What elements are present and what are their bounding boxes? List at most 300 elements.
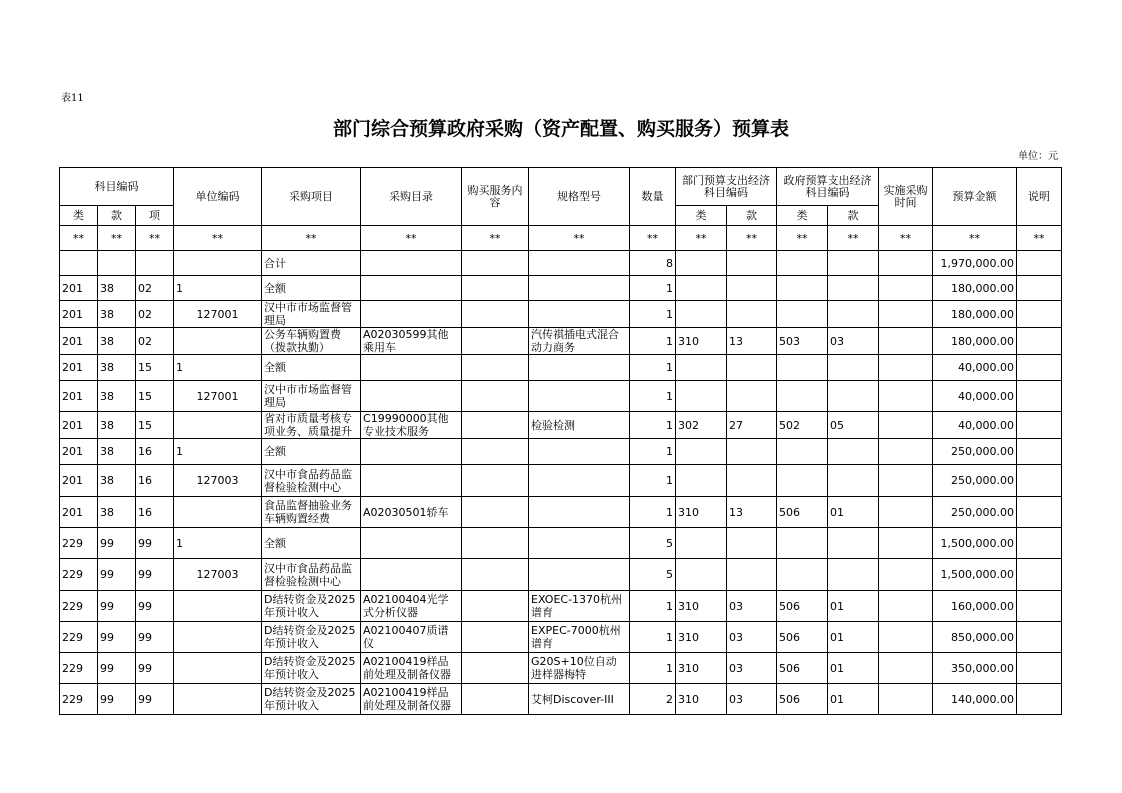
header-xiang: 项 (136, 206, 174, 226)
header-dept-kuan: 款 (727, 206, 777, 226)
table-cell-dept-kuan (727, 276, 777, 301)
table-cell-purchase-item: 汉中市食品药品监督检验检测中心 (262, 559, 361, 591)
table-cell-dept-kuan (727, 465, 777, 497)
table-cell-dept-lei (676, 439, 727, 465)
table-cell-dept-lei (676, 528, 727, 559)
table-cell-purchase-catalog: A02100407质谱仪 (361, 622, 462, 653)
table-cell-lei: 229 (60, 622, 98, 653)
table-cell-gov-kuan (828, 301, 879, 328)
table-cell-amount: 1,500,000.00 (933, 559, 1017, 591)
table-cell-lei: 201 (60, 497, 98, 528)
table-cell-unit-code (174, 684, 262, 715)
table-cell-note (1017, 622, 1062, 653)
header-purchase-catalog: 采购目录 (361, 168, 462, 226)
table-row (60, 355, 1062, 381)
table-cell-gov-kuan: 05 (828, 412, 879, 439)
header-quantity: 数量 (630, 168, 676, 226)
table-cell-service (462, 328, 529, 355)
table-cell-dept-kuan: 13 (727, 328, 777, 355)
table-cell-purchase-catalog (361, 251, 462, 276)
table-cell-dept-lei (676, 381, 727, 412)
table-cell-dept-kuan (727, 251, 777, 276)
table-row (60, 622, 1062, 653)
table-cell-dept-lei: 310 (676, 653, 727, 684)
table-cell-lei: 201 (60, 276, 98, 301)
table-cell-xiang: 99 (136, 528, 174, 559)
table-row (60, 528, 1062, 559)
table-cell-gov-kuan (828, 465, 879, 497)
table-cell-amount: 180,000.00 (933, 328, 1017, 355)
table-cell-amount: 1,500,000.00 (933, 528, 1017, 559)
table-cell-unit-code: 127003 (174, 559, 262, 591)
table-cell-gov-kuan (828, 355, 879, 381)
header-impl-time: 实施采购时间 (879, 168, 933, 226)
table-cell-purchase-item: D结转资金及2025年预计收入 (262, 622, 361, 653)
table-cell-service (462, 559, 529, 591)
table-cell-lei: 201 (60, 439, 98, 465)
header-dept-econ: 部门预算支出经济科目编码 (676, 168, 777, 206)
table-cell-spec: G20S+10位自动进样器梅特 (529, 653, 630, 684)
table-cell-amount: 850,000.00 (933, 622, 1017, 653)
table-cell-impl-time (879, 653, 933, 684)
table-cell-xiang: 99 (136, 684, 174, 715)
table-cell-amount: 140,000.00 (933, 684, 1017, 715)
table-cell-spec (529, 465, 630, 497)
table-cell-xiang: 99 (136, 559, 174, 591)
table-cell-note (1017, 251, 1062, 276)
table-cell-quantity: 2 (630, 684, 676, 715)
table-cell-dept-kuan: 03 (727, 684, 777, 715)
table-cell-purchase-catalog: A02030501轿车 (361, 497, 462, 528)
table-cell-note (1017, 276, 1062, 301)
table-cell-kuan: 38 (98, 355, 136, 381)
header-dept-lei: 类 (676, 206, 727, 226)
table-cell-amount: 40,000.00 (933, 355, 1017, 381)
table-cell-dept-kuan: 03 (727, 622, 777, 653)
table-cell-gov-lei (777, 276, 828, 301)
header-amount: 预算金额 (933, 168, 1017, 226)
table-cell-lei: 201 (60, 381, 98, 412)
header-kuan: 款 (98, 206, 136, 226)
table-cell-kuan: 99 (98, 528, 136, 559)
table-cell-dept-lei: 310 (676, 591, 727, 622)
table-cell-dept-lei: 310 (676, 497, 727, 528)
table-cell-kuan: 99 (98, 591, 136, 622)
table-cell-lei: 229 (60, 559, 98, 591)
table-cell-gov-lei (777, 439, 828, 465)
table-cell-dept-lei (676, 301, 727, 328)
table-cell-unit-code (174, 591, 262, 622)
table-cell-impl-time (879, 355, 933, 381)
table-cell-impl-time (879, 684, 933, 715)
table-cell-gov-kuan (828, 528, 879, 559)
table-cell-purchase-item: 汉中市市场监督管理局 (262, 301, 361, 328)
table-cell-gov-lei: 506 (777, 653, 828, 684)
table-cell-dept-lei: 310 (676, 684, 727, 715)
budget-table (59, 167, 1062, 715)
table-cell-xiang: 99 (136, 653, 174, 684)
table-cell-purchase-catalog: A02030599其他乘用车 (361, 328, 462, 355)
table-cell-lei: 201 (60, 328, 98, 355)
star-cell: ** (1017, 226, 1062, 251)
table-cell-spec (529, 301, 630, 328)
table-cell-kuan: 99 (98, 684, 136, 715)
table-cell-impl-time (879, 497, 933, 528)
table-cell-purchase-item: 汉中市食品药品监督检验检测中心 (262, 465, 361, 497)
table-cell-impl-time (879, 622, 933, 653)
star-cell: ** (828, 226, 879, 251)
table-cell-purchase-catalog: A02100404光学式分析仪器 (361, 591, 462, 622)
table-cell-service (462, 622, 529, 653)
table-cell-impl-time (879, 591, 933, 622)
table-cell-note (1017, 559, 1062, 591)
table-cell-dept-kuan (727, 439, 777, 465)
star-cell: ** (98, 226, 136, 251)
table-cell-dept-kuan: 03 (727, 653, 777, 684)
table-cell-quantity: 1 (630, 301, 676, 328)
table-cell-lei: 201 (60, 412, 98, 439)
table-cell-unit-code (174, 251, 262, 276)
table-cell-spec: EXPEC-7000杭州谱育 (529, 622, 630, 653)
table-cell-service (462, 355, 529, 381)
table-cell-service (462, 591, 529, 622)
table-cell-unit-code: 127001 (174, 301, 262, 328)
table-cell-impl-time (879, 439, 933, 465)
table-cell-service (462, 653, 529, 684)
table-cell-purchase-item: 全额 (262, 355, 361, 381)
table-cell-amount: 350,000.00 (933, 653, 1017, 684)
table-cell-dept-kuan (727, 528, 777, 559)
table-cell-xiang: 02 (136, 301, 174, 328)
table-cell-purchase-catalog (361, 559, 462, 591)
table-cell-lei: 201 (60, 355, 98, 381)
table-cell-impl-time (879, 528, 933, 559)
table-row (60, 439, 1062, 465)
table-cell-quantity: 1 (630, 497, 676, 528)
table-cell-purchase-item: D结转资金及2025年预计收入 (262, 591, 361, 622)
table-cell-dept-lei: 302 (676, 412, 727, 439)
table-cell-kuan: 38 (98, 412, 136, 439)
table-row (60, 276, 1062, 301)
table-cell-note (1017, 328, 1062, 355)
table-cell-dept-lei: 310 (676, 328, 727, 355)
table-cell-amount: 250,000.00 (933, 497, 1017, 528)
header-unit-code: 单位编码 (174, 168, 262, 226)
page-title: 部门综合预算政府采购（资产配置、购买服务）预算表 (332, 118, 789, 140)
table-cell-gov-lei: 506 (777, 591, 828, 622)
table-cell-gov-lei: 502 (777, 412, 828, 439)
table-cell-note (1017, 653, 1062, 684)
table-cell-purchase-catalog (361, 465, 462, 497)
star-row (60, 226, 1062, 251)
table-cell-gov-lei (777, 251, 828, 276)
table-cell-gov-kuan: 01 (828, 497, 879, 528)
table-cell-gov-lei (777, 465, 828, 497)
table-cell-quantity: 1 (630, 622, 676, 653)
table-cell-impl-time (879, 412, 933, 439)
header-note: 说明 (1017, 168, 1062, 226)
table-row (60, 653, 1062, 684)
table-cell-amount: 1,970,000.00 (933, 251, 1017, 276)
table-cell-service (462, 439, 529, 465)
table-row (60, 559, 1062, 591)
table-cell-note (1017, 465, 1062, 497)
table-cell-xiang: 16 (136, 497, 174, 528)
header-purchase-item: 采购项目 (262, 168, 361, 226)
table-cell-gov-kuan: 03 (828, 328, 879, 355)
star-cell: ** (630, 226, 676, 251)
table-cell-service (462, 276, 529, 301)
table-cell-purchase-item: D结转资金及2025年预计收入 (262, 653, 361, 684)
table-cell-note (1017, 355, 1062, 381)
table-cell-kuan: 38 (98, 439, 136, 465)
header-gov-lei: 类 (777, 206, 828, 226)
table-cell-lei: 201 (60, 301, 98, 328)
table-cell-quantity: 5 (630, 559, 676, 591)
table-cell-gov-lei: 506 (777, 497, 828, 528)
unit-label: 单位：元 (1018, 151, 1058, 162)
table-cell-unit-code: 1 (174, 355, 262, 381)
table-cell-kuan: 99 (98, 622, 136, 653)
table-cell-kuan: 99 (98, 559, 136, 591)
table-cell-quantity: 1 (630, 276, 676, 301)
table-cell-kuan: 38 (98, 497, 136, 528)
table-row (60, 684, 1062, 715)
table-cell-spec (529, 276, 630, 301)
table-cell-kuan: 99 (98, 653, 136, 684)
table-cell-gov-kuan: 01 (828, 684, 879, 715)
table-cell-gov-lei: 506 (777, 622, 828, 653)
table-body (60, 251, 1062, 715)
table-cell-kuan: 38 (98, 301, 136, 328)
table-cell-dept-kuan: 03 (727, 591, 777, 622)
table-cell-purchase-catalog (361, 355, 462, 381)
table-cell-gov-lei (777, 381, 828, 412)
table-cell-note (1017, 301, 1062, 328)
table-cell-xiang (136, 251, 174, 276)
table-cell-quantity: 1 (630, 381, 676, 412)
table-cell-purchase-catalog: A02100419样品前处理及制备仪器 (361, 684, 462, 715)
table-cell-note (1017, 439, 1062, 465)
table-cell-quantity: 1 (630, 465, 676, 497)
table-cell-unit-code: 1 (174, 528, 262, 559)
star-cell: ** (60, 226, 98, 251)
table-cell-kuan: 38 (98, 381, 136, 412)
table-cell-purchase-item: 省对市质量考核专项业务、质量提升 (262, 412, 361, 439)
table-cell-quantity: 1 (630, 355, 676, 381)
table-cell-amount: 250,000.00 (933, 465, 1017, 497)
table-cell-kuan (98, 251, 136, 276)
table-cell-purchase-catalog: A02100419样品前处理及制备仪器 (361, 653, 462, 684)
table-cell-xiang: 15 (136, 412, 174, 439)
table-row (60, 497, 1062, 528)
table-cell-dept-kuan: 27 (727, 412, 777, 439)
table-cell-purchase-catalog (361, 381, 462, 412)
table-cell-service (462, 684, 529, 715)
table-cell-gov-kuan (828, 251, 879, 276)
table-cell-quantity: 8 (630, 251, 676, 276)
table-cell-spec: 检验检测 (529, 412, 630, 439)
table-cell-gov-kuan (828, 276, 879, 301)
star-cell: ** (727, 226, 777, 251)
table-cell-dept-lei (676, 559, 727, 591)
header-subject-code: 科目编码 (60, 168, 174, 206)
table-cell-impl-time (879, 381, 933, 412)
table-cell-service (462, 497, 529, 528)
table-cell-service (462, 251, 529, 276)
star-cell: ** (136, 226, 174, 251)
table-cell-purchase-catalog: C19990000其他专业技术服务 (361, 412, 462, 439)
table-row (60, 381, 1062, 412)
table-row (60, 328, 1062, 355)
table-cell-purchase-item: 全额 (262, 439, 361, 465)
table-cell-xiang: 15 (136, 355, 174, 381)
table-cell-gov-kuan: 01 (828, 653, 879, 684)
table-cell-service (462, 528, 529, 559)
table-cell-spec: 汽传祺插电式混合动力商务 (529, 328, 630, 355)
table-cell-spec (529, 497, 630, 528)
table-cell-lei (60, 251, 98, 276)
table-cell-kuan: 38 (98, 465, 136, 497)
star-cell: ** (262, 226, 361, 251)
table-cell-quantity: 1 (630, 328, 676, 355)
table-cell-lei: 229 (60, 684, 98, 715)
table-cell-spec (529, 251, 630, 276)
star-cell: ** (174, 226, 262, 251)
table-cell-gov-lei (777, 301, 828, 328)
table-row (60, 591, 1062, 622)
table-cell-impl-time (879, 559, 933, 591)
table-cell-impl-time (879, 276, 933, 301)
table-cell-quantity: 5 (630, 528, 676, 559)
table-cell-unit-code (174, 328, 262, 355)
header-lei: 类 (60, 206, 98, 226)
table-cell-quantity: 1 (630, 591, 676, 622)
table-cell-quantity: 1 (630, 653, 676, 684)
table-cell-lei: 201 (60, 465, 98, 497)
table-cell-amount: 40,000.00 (933, 381, 1017, 412)
table-cell-dept-kuan (727, 355, 777, 381)
table-cell-xiang: 02 (136, 276, 174, 301)
table-cell-purchase-catalog (361, 276, 462, 301)
star-cell: ** (933, 226, 1017, 251)
table-number: 表11 (61, 93, 84, 104)
table-cell-purchase-item: 全额 (262, 276, 361, 301)
star-cell: ** (777, 226, 828, 251)
table-cell-kuan: 38 (98, 276, 136, 301)
table-cell-note (1017, 684, 1062, 715)
table-cell-unit-code: 1 (174, 276, 262, 301)
table-cell-spec (529, 439, 630, 465)
table-cell-purchase-catalog (361, 439, 462, 465)
table-cell-lei: 229 (60, 528, 98, 559)
table-cell-spec (529, 528, 630, 559)
table-cell-dept-lei (676, 355, 727, 381)
table-cell-xiang: 15 (136, 381, 174, 412)
table-cell-unit-code: 1 (174, 439, 262, 465)
header-gov-kuan: 款 (828, 206, 879, 226)
header-spec: 规格型号 (529, 168, 630, 226)
table-cell-purchase-item: 食品监督抽验业务车辆购置经费 (262, 497, 361, 528)
table-cell-gov-lei: 503 (777, 328, 828, 355)
table-cell-lei: 229 (60, 591, 98, 622)
star-cell: ** (676, 226, 727, 251)
table-cell-purchase-item: 汉中市市场监督管理局 (262, 381, 361, 412)
table-cell-service (462, 412, 529, 439)
table-row (60, 251, 1062, 276)
table-cell-gov-lei (777, 355, 828, 381)
table-cell-dept-kuan: 13 (727, 497, 777, 528)
table-cell-dept-lei (676, 251, 727, 276)
table-cell-spec (529, 381, 630, 412)
table-cell-amount: 250,000.00 (933, 439, 1017, 465)
table-cell-quantity: 1 (630, 439, 676, 465)
table-cell-purchase-item: 公务车辆购置费（拨款执勤） (262, 328, 361, 355)
table-cell-impl-time (879, 465, 933, 497)
table-cell-xiang: 99 (136, 622, 174, 653)
table-cell-spec: 艾柯Discover-III (529, 684, 630, 715)
table-cell-unit-code (174, 412, 262, 439)
table-cell-gov-lei (777, 559, 828, 591)
table-cell-amount: 160,000.00 (933, 591, 1017, 622)
table-cell-unit-code (174, 622, 262, 653)
table-cell-dept-lei: 310 (676, 622, 727, 653)
table-cell-impl-time (879, 301, 933, 328)
table-cell-unit-code: 127003 (174, 465, 262, 497)
table-cell-spec (529, 559, 630, 591)
star-cell: ** (529, 226, 630, 251)
header-service-content: 购买服务内容 (462, 168, 529, 226)
star-cell: ** (879, 226, 933, 251)
table-cell-gov-kuan: 01 (828, 591, 879, 622)
table-cell-lei: 229 (60, 653, 98, 684)
table-cell-impl-time (879, 328, 933, 355)
table-cell-amount: 180,000.00 (933, 301, 1017, 328)
table-cell-dept-kuan (727, 381, 777, 412)
table-cell-xiang: 02 (136, 328, 174, 355)
star-cell: ** (462, 226, 529, 251)
table-cell-spec (529, 355, 630, 381)
table-cell-service (462, 465, 529, 497)
table-cell-purchase-catalog (361, 301, 462, 328)
table-cell-unit-code (174, 653, 262, 684)
table-cell-service (462, 381, 529, 412)
table-cell-impl-time (879, 251, 933, 276)
table-cell-gov-kuan: 01 (828, 622, 879, 653)
header-gov-econ: 政府预算支出经济科目编码 (777, 168, 879, 206)
table-cell-quantity: 1 (630, 412, 676, 439)
table-row (60, 301, 1062, 328)
table-cell-note (1017, 497, 1062, 528)
table-cell-dept-kuan (727, 559, 777, 591)
table-cell-note (1017, 381, 1062, 412)
table-cell-dept-lei (676, 465, 727, 497)
table-cell-gov-kuan (828, 439, 879, 465)
table-cell-gov-kuan (828, 381, 879, 412)
table-cell-unit-code: 127001 (174, 381, 262, 412)
table-cell-dept-kuan (727, 301, 777, 328)
table-row (60, 465, 1062, 497)
table-cell-kuan: 38 (98, 328, 136, 355)
table-cell-note (1017, 528, 1062, 559)
table-cell-xiang: 16 (136, 439, 174, 465)
table-cell-gov-lei: 506 (777, 684, 828, 715)
table-cell-note (1017, 412, 1062, 439)
table-cell-purchase-item: 合计 (262, 251, 361, 276)
table-cell-amount: 180,000.00 (933, 276, 1017, 301)
table-cell-unit-code (174, 497, 262, 528)
table-cell-note (1017, 591, 1062, 622)
